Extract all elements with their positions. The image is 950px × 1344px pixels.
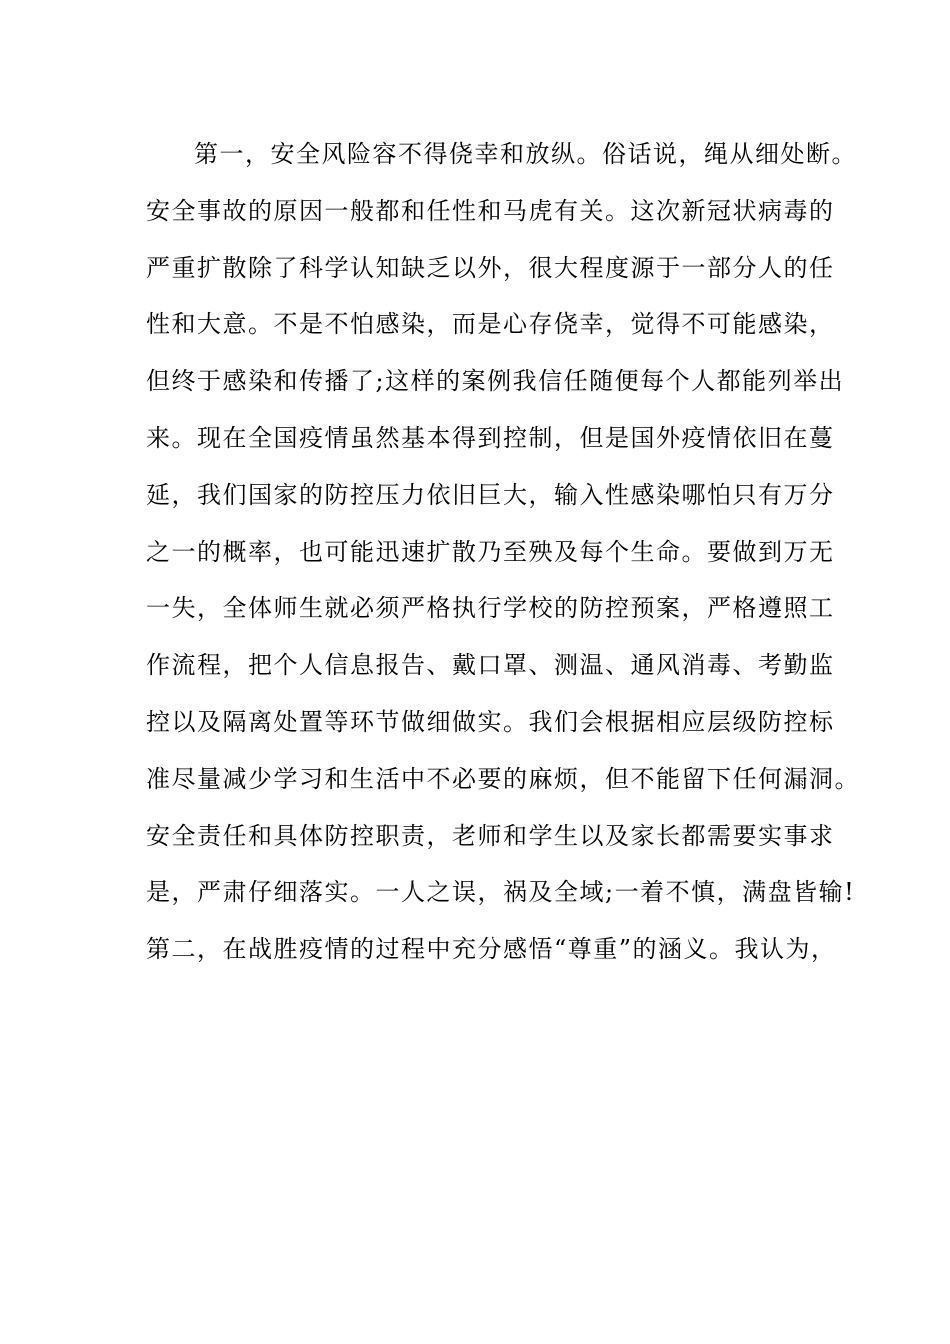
body-text xyxy=(146,130,860,982)
text-line-14: 是，严肃仔细落实。一人之误，祸及全域;一着不慎，满盘皆输! xyxy=(146,878,856,907)
text-line-7: 延，我们国家的防控压力依旧巨大，输入性感染哪怕只有万分 xyxy=(146,480,835,509)
text-line-15: 第二，在战胜疫情的过程中充分感悟“尊重”的涵义。我认为， xyxy=(146,935,837,964)
text-line-12: 准尽量减少学习和生活中不必要的麻烦，但不能留下任何漏洞。 xyxy=(146,764,860,793)
text-line-8: 之一的概率，也可能迅速扩散乃至殃及每个生命。要做到万无 xyxy=(146,537,835,566)
text-line-5: 但终于感染和传播了;这样的案例我信任随便每个人都能列举出 xyxy=(146,367,845,396)
text-line-3: 严重扩散除了科学认知缺乏以外，很大程度源于一部分人的任 xyxy=(146,253,835,282)
text-line-2: 安全事故的原因一般都和任性和马虎有关。这次新冠状病毒的 xyxy=(146,196,835,225)
text-line-13: 安全责任和具体防控职责，老师和学生以及家长都需要实事求 xyxy=(146,821,835,850)
text-line-6: 来。现在全国疫情虽然基本得到控制，但是国外疫情依旧在蔓 xyxy=(146,423,835,452)
text-line-11: 控以及隔离处置等环节做细做实。我们会根据相应层级防控标 xyxy=(146,707,835,736)
text-line-1: 第一，安全风险容不得侥幸和放纵。俗话说，绳从细处断。 xyxy=(194,140,857,168)
text-line-10: 作流程，把个人信息报告、戴口罩、测温、通风消毒、考勤监 xyxy=(146,651,835,680)
text-line-9: 一失，全体师生就必须严格执行学校的防控预案，严格遵照工 xyxy=(146,594,835,623)
text-line-4: 性和大意。不是不怕感染，而是心存侥幸，觉得不可能感染， xyxy=(146,310,835,339)
